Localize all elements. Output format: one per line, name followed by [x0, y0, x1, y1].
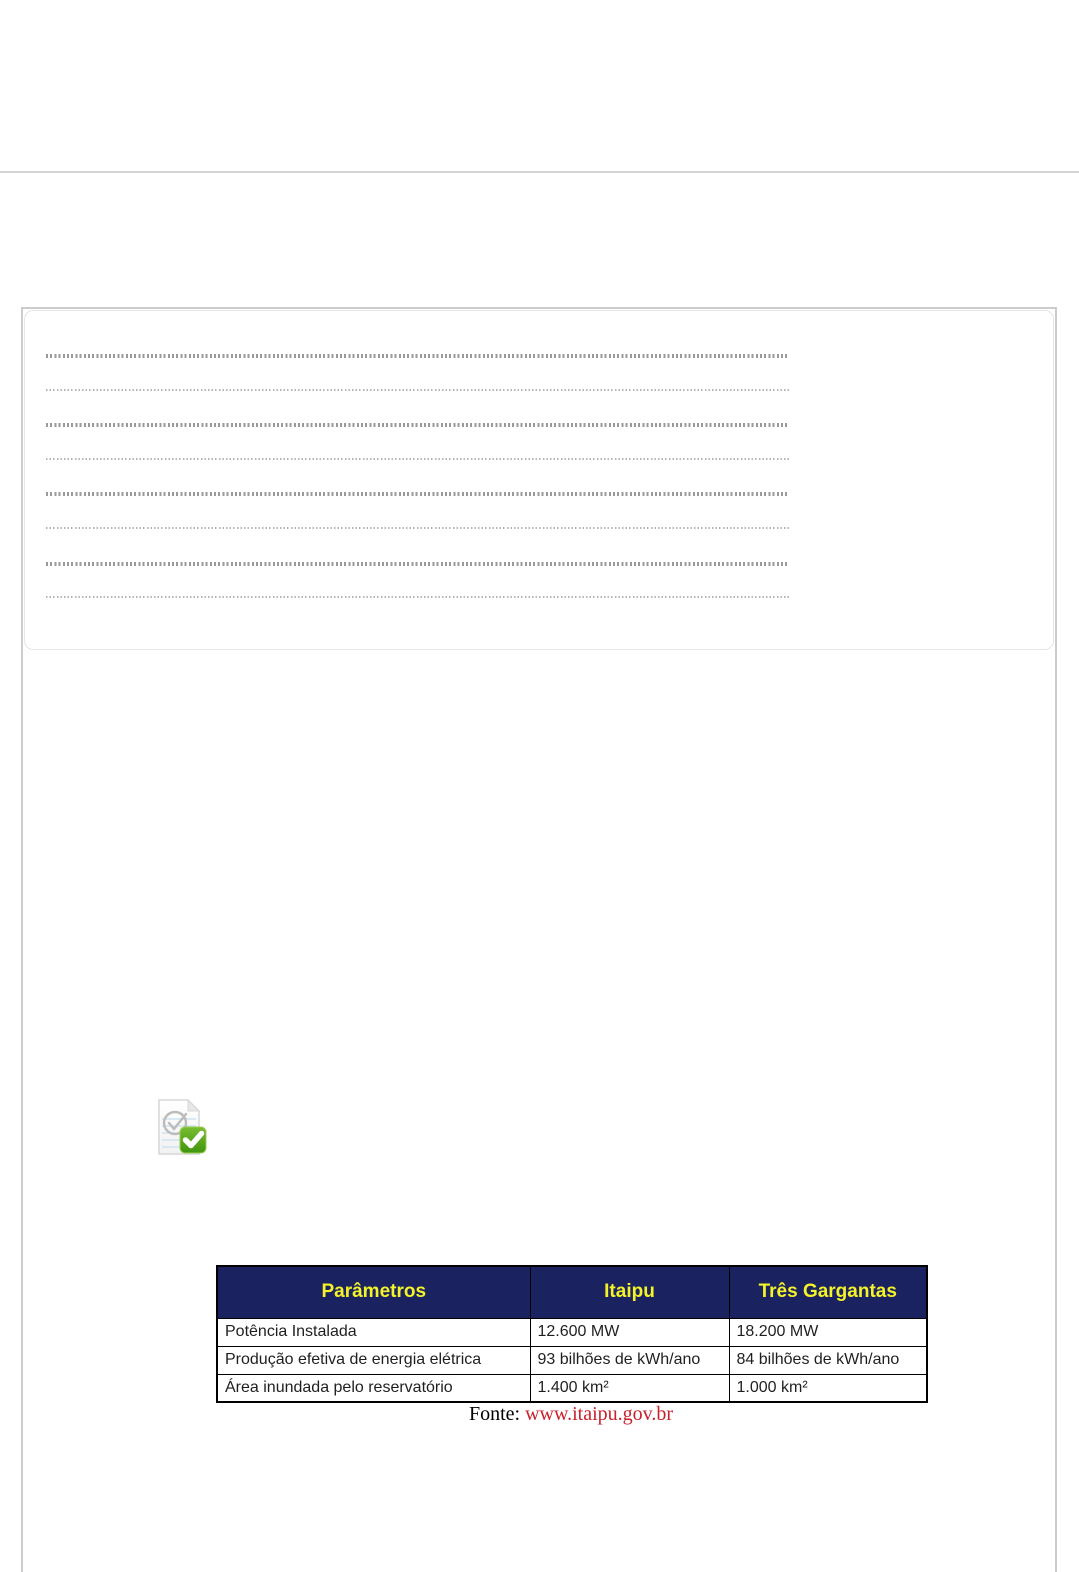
table-cell: 18.200 MW — [729, 1318, 927, 1346]
answer-line — [46, 389, 789, 391]
comparison-table-wrap — [216, 1265, 928, 1403]
answer-line — [46, 596, 789, 598]
source-label: Fonte: — [468, 1403, 521, 1425]
table-cell: 1.000 km² — [729, 1374, 927, 1402]
paper-fold — [188, 1100, 199, 1111]
top-divider — [0, 171, 1079, 173]
question-panel — [21, 307, 1057, 1572]
header-tres-gargantas: Três Gargantas — [729, 1266, 927, 1318]
comparison-table — [216, 1265, 928, 1403]
answer-line — [46, 562, 789, 566]
answer-lines-box — [24, 310, 1054, 650]
answer-line — [46, 423, 789, 427]
header-parametros: Parâmetros — [217, 1266, 530, 1318]
table-body — [217, 1318, 927, 1402]
table-cell: Potência Instalada — [217, 1318, 530, 1346]
table-row — [217, 1346, 927, 1374]
table-cell: 1.400 km² — [530, 1374, 729, 1402]
answer-line — [46, 458, 789, 460]
table-row — [217, 1318, 927, 1346]
header-itaipu: Itaipu — [530, 1266, 729, 1318]
source-link[interactable]: www.itaipu.gov.br — [525, 1403, 674, 1425]
table-row — [217, 1374, 927, 1402]
table-cell: 12.600 MW — [530, 1318, 729, 1346]
table-cell: Área inundada pelo reservatório — [217, 1374, 530, 1402]
answer-line — [46, 492, 789, 496]
table-cell: Produção efetiva de energia elétrica — [217, 1346, 530, 1374]
table-cell: 84 bilhões de kWh/ano — [729, 1346, 927, 1374]
answer-line — [46, 354, 789, 358]
task-note-with-check-icon — [150, 1098, 208, 1156]
table-cell: 93 bilhões de kWh/ano — [530, 1346, 729, 1374]
source-line — [216, 1403, 926, 1426]
table-header-row — [217, 1266, 927, 1318]
answer-line — [46, 527, 789, 529]
task-note-with-check-svg — [150, 1098, 208, 1156]
